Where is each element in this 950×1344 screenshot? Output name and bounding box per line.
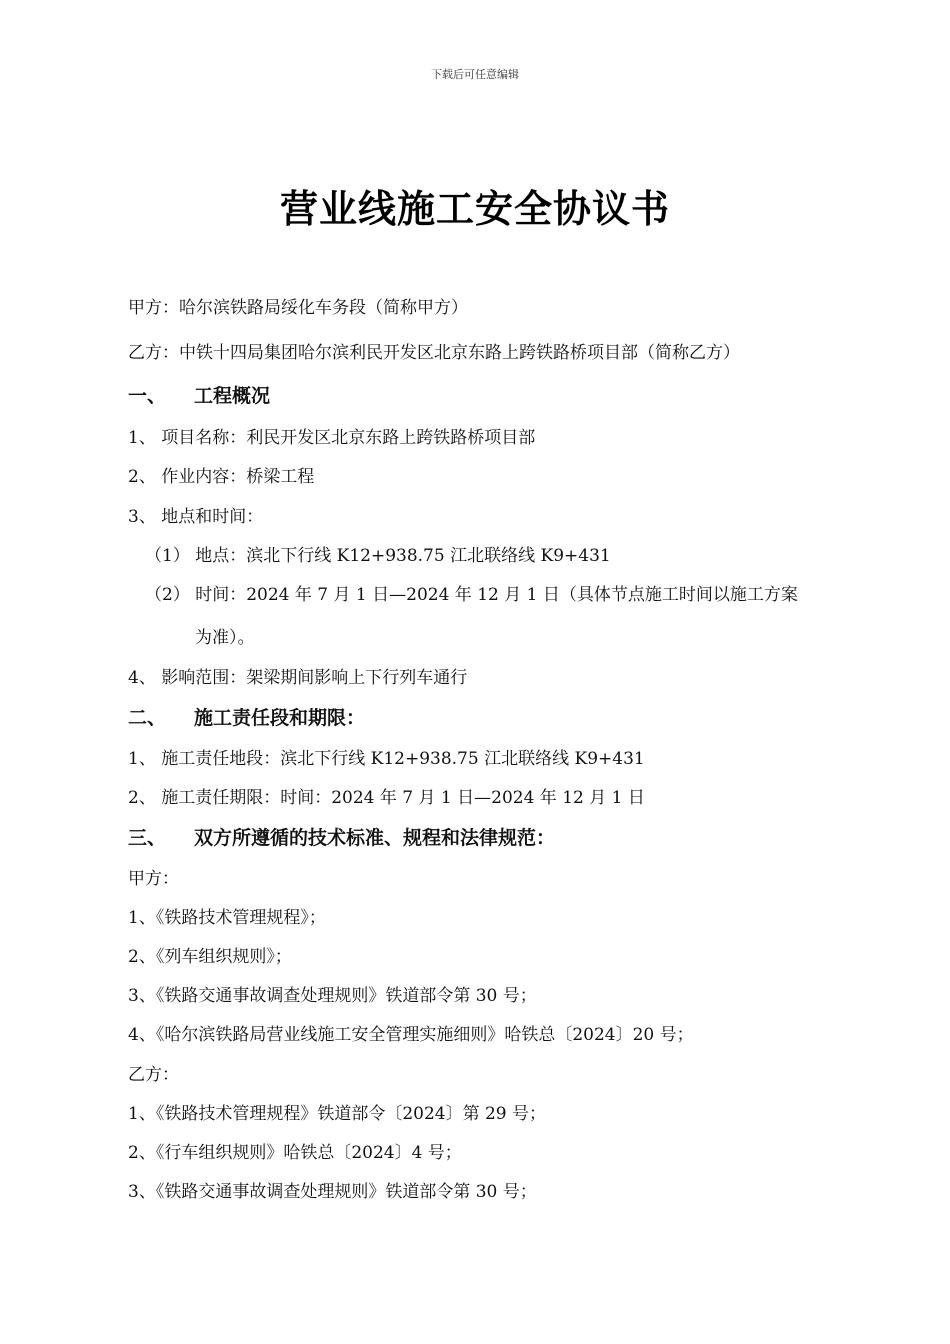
section-2-heading xyxy=(128,707,365,729)
section-2-title: 施工责任段和期限： xyxy=(194,707,366,729)
party-b-line: 乙方：中铁十四局集团哈尔滨利民开发区北京东路上跨铁路桥项目部（简称乙方） xyxy=(128,343,740,363)
party-b-standard-item: 1、《铁路技术管理规程》铁道部令〔2024〕第 29 号； xyxy=(128,1104,547,1124)
section-1-subitem: （2） 时间：2024 年 7 月 1 日—2024 年 12 月 1 日（具体节点施工时间以施工方案 xyxy=(145,585,798,605)
party-b-standard-item: 2、《行车组织规则》哈铁总〔2024〕4 号； xyxy=(128,1143,462,1163)
section-1-item: 1、 项目名称：利民开发区北京东路上跨铁路桥项目部 xyxy=(128,428,536,448)
party-b-standard-item: 3、《铁路交通事故调查处理规则》铁道部令第 30 号； xyxy=(128,1182,537,1202)
party-a-standard-item: 2、《列车组织规则》； xyxy=(128,947,292,967)
section-3-title: 双方所遵循的技术标准、规程和法律规范： xyxy=(194,827,556,849)
document-title: 营业线施工安全协议书 xyxy=(279,187,670,231)
section-2-item: 2、 施工责任期限：时间：2024 年 7 月 1 日—2024 年 12 月 1 日 xyxy=(128,788,645,808)
party-a-standards-label: 甲方： xyxy=(128,869,179,889)
party-a-line: 甲方：哈尔滨铁路局绥化车务段（简称甲方） xyxy=(128,298,468,318)
party-a-standard-item: 4、《哈尔滨铁路局营业线施工安全管理实施细则》哈铁总〔2024〕20 号； xyxy=(128,1025,694,1045)
header-note: 下载后可任意编辑 xyxy=(431,68,519,81)
section-1-subitem: （1） 地点：滨北下行线 K12+938.75 江北联络线 K9+431 xyxy=(145,546,611,566)
section-2-item: 1、 施工责任地段：滨北下行线 K12+938.75 江北联络线 K9+431 xyxy=(128,749,645,769)
party-a-standard-item: 3、《铁路交通事故调查处理规则》铁道部令第 30 号； xyxy=(128,986,537,1006)
party-b-standards-label: 乙方： xyxy=(128,1065,179,1085)
section-1-heading xyxy=(128,385,270,407)
section-3-heading xyxy=(128,827,555,849)
section-1-subitem-continuation: 为准）。 xyxy=(195,628,255,648)
section-1-item: 4、 影响范围：架梁期间影响上下行列车通行 xyxy=(128,668,468,688)
party-a-standard-item: 1、《铁路技术管理规程》； xyxy=(128,908,326,928)
section-3-number: 三、 xyxy=(128,827,167,849)
section-1-item: 3、 地点和时间： xyxy=(128,507,264,527)
section-1-number: 一、 xyxy=(128,385,167,407)
section-1-item: 2、 作业内容：桥梁工程 xyxy=(128,467,315,487)
section-2-number: 二、 xyxy=(128,707,167,729)
section-1-title: 工程概况 xyxy=(194,385,271,407)
